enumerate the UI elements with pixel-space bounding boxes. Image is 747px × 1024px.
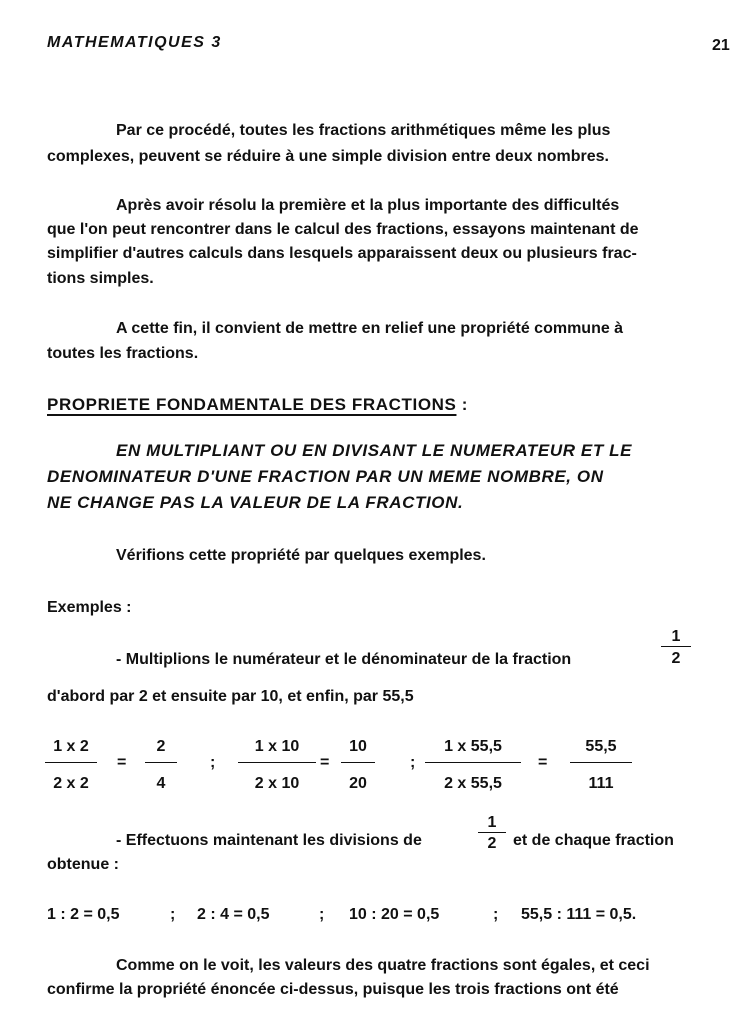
fraction-numerator: 1 <box>487 814 497 831</box>
example-2-line-1b: et de chaque fraction <box>513 832 674 849</box>
equation-fraction-3 <box>238 738 316 793</box>
fraction-bar <box>478 832 506 833</box>
fraction-denominator: 2 <box>487 835 497 852</box>
separator-2: ; <box>410 754 416 771</box>
equation-fraction-6 <box>570 738 632 793</box>
equation-fraction-5 <box>425 738 521 793</box>
fraction-denominator: 20 <box>349 775 367 792</box>
division-separator-2: ; <box>319 906 325 923</box>
paragraph-2-line-2: que l'on peut rencontrer dans le calcul des fractions, essayons maintenant de <box>47 221 639 238</box>
example-1-line-1: - Multiplions le numérateur et le dénominateur de la fraction <box>116 651 572 668</box>
fraction-denominator: 2 <box>671 650 681 667</box>
paragraph-2-line-3: simplifier d'autres calculs dans lesquels apparaissent deux ou plusieurs frac- <box>47 245 637 262</box>
division-separator-3: ; <box>493 906 499 923</box>
equals-sign-3: = <box>538 754 548 771</box>
fraction-bar <box>145 762 177 763</box>
fraction-denominator: 2 x 2 <box>53 775 89 792</box>
division-separator-1: ; <box>170 906 176 923</box>
running-header-title: MATHEMATIQUES 3 <box>47 34 222 51</box>
fraction-numerator: 10 <box>349 738 367 755</box>
division-3: 10 : 20 = 0,5 <box>349 906 440 923</box>
example-2-fraction <box>478 814 506 853</box>
example-2-line-1a: - Effectuons maintenant les divisions de <box>116 832 422 849</box>
fraction-numerator: 1 <box>671 628 681 645</box>
fraction-bar <box>45 762 97 763</box>
fraction-denominator: 4 <box>156 775 166 792</box>
paragraph-2-line-1: Après avoir résolu la première et la plus importante des difficultés <box>116 197 620 214</box>
examples-label: Exemples : <box>47 599 132 616</box>
property-line-1: EN MULTIPLIANT OU EN DIVISANT LE NUMERATEUR ET LE <box>116 441 633 460</box>
example-1-line-2: d'abord par 2 et ensuite par 10, et enfin, par 55,5 <box>47 688 414 705</box>
equation-fraction-1 <box>45 738 97 793</box>
paragraph-1-line-1: Par ce procédé, toutes les fractions arithmétiques même les plus <box>116 122 611 139</box>
fraction-denominator: 2 x 10 <box>254 775 300 792</box>
equation-fraction-4 <box>341 738 375 793</box>
division-1: 1 : 2 = 0,5 <box>47 906 120 923</box>
fraction-bar <box>238 762 316 763</box>
section-heading-colon: : <box>461 395 469 414</box>
paragraph-3-line-1: A cette fin, il convient de mettre en relief une propriété commune à <box>116 320 624 337</box>
paragraph-1-line-2: complexes, peuvent se réduire à une simple division entre deux nombres. <box>47 148 609 165</box>
page-number: 21 <box>712 37 730 54</box>
paragraph-2-line-4: tions simples. <box>47 270 154 287</box>
fraction-numerator: 1 x 10 <box>254 738 300 755</box>
division-2: 2 : 4 = 0,5 <box>197 906 270 923</box>
section-heading-text: PROPRIETE FONDAMENTALE DES FRACTIONS <box>47 395 457 414</box>
fraction-bar <box>425 762 521 763</box>
example-2-line-2: obtenue : <box>47 856 119 873</box>
equals-sign-2: = <box>320 754 330 771</box>
separator-1: ; <box>210 754 216 771</box>
fraction-numerator: 1 x 2 <box>53 738 89 755</box>
verify-line: Vérifions cette propriété par quelques exemples. <box>116 547 486 564</box>
fraction-bar <box>661 646 691 647</box>
equals-sign-1: = <box>117 754 127 771</box>
conclusion-line-1: Comme on le voit, les valeurs des quatre fractions sont égales, et ceci <box>116 957 650 974</box>
property-line-2: DENOMINATEUR D'UNE FRACTION PAR UN MEME NOMBRE, ON <box>47 467 604 486</box>
fraction-denominator: 2 x 55,5 <box>444 775 502 792</box>
fraction-numerator: 2 <box>156 738 166 755</box>
fraction-denominator: 111 <box>588 775 614 792</box>
fraction-bar <box>570 762 632 763</box>
conclusion-line-2: confirme la propriété énoncée ci-dessus, puisque les trois fractions ont été <box>47 981 619 998</box>
division-4: 55,5 : 111 = 0,5. <box>521 906 637 923</box>
property-line-3: NE CHANGE PAS LA VALEUR DE LA FRACTION. <box>47 493 464 512</box>
paragraph-3-line-2: toutes les fractions. <box>47 345 199 362</box>
equation-fraction-2 <box>145 738 177 793</box>
example-1-fraction <box>661 628 691 668</box>
fraction-numerator: 55,5 <box>585 738 617 755</box>
section-heading <box>47 394 468 416</box>
fraction-bar <box>341 762 375 763</box>
fraction-numerator: 1 x 55,5 <box>444 738 502 755</box>
